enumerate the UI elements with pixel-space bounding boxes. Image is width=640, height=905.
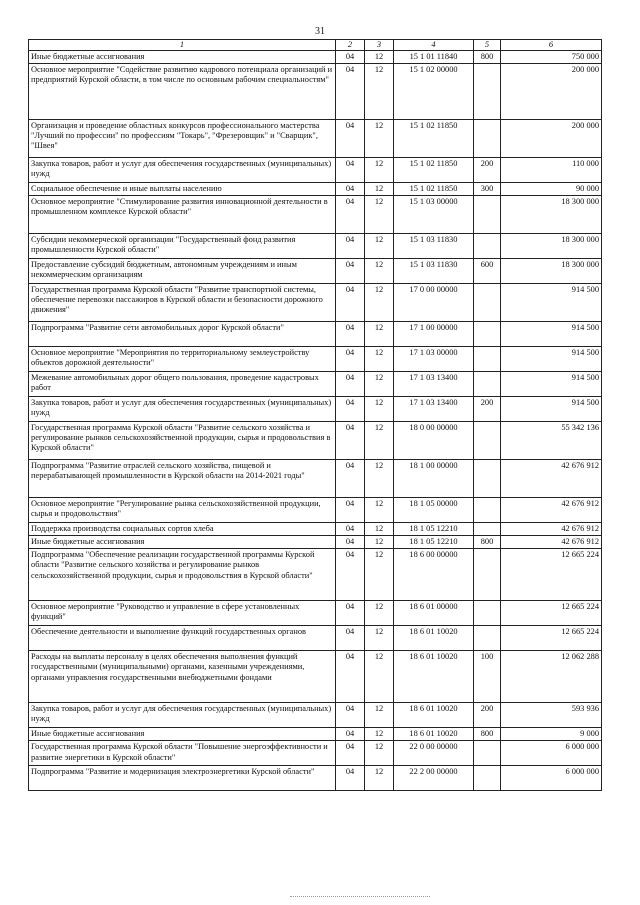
row-target-article-cell: 18 1 05 12210 [394,536,474,549]
row-name-cell: Предоставление субсидий бюджетным, автономным учреждениям и иным некоммерческим организациям [29,259,336,284]
row-expense-type-cell [474,741,501,766]
row-amount-cell: 90 000 [501,183,602,196]
table-row [29,741,602,766]
row-subsection-cell: 12 [365,422,394,460]
row-name-cell: Основное мероприятие "Мероприятия по территориальному землеустройству объектов дорожной деятельности" [29,347,336,372]
row-section-cell: 04 [336,741,365,766]
row-section-cell: 04 [336,422,365,460]
row-target-article-cell: 15 1 03 11830 [394,234,474,259]
row-subsection-cell: 12 [365,651,394,703]
row-subsection-cell: 12 [365,549,394,601]
row-target-article-cell: 18 1 05 12210 [394,523,474,536]
row-subsection-cell: 12 [365,347,394,372]
row-expense-type-cell [474,120,501,158]
row-subsection-cell: 12 [365,601,394,626]
header-col-target-article: 4 [394,40,474,51]
row-expense-type-cell [474,601,501,626]
row-target-article-cell: 18 6 01 10020 [394,626,474,651]
row-section-cell: 04 [336,766,365,791]
row-name-cell: Основное мероприятие "Регулирование рынка сельскохозяйственной продукции, сырья и продовольствия" [29,498,336,523]
row-amount-cell: 593 936 [501,703,602,728]
row-target-article-cell: 15 1 03 11830 [394,259,474,284]
row-expense-type-cell [474,347,501,372]
row-name-cell: Расходы на выплаты персоналу в целях обеспечения выполнения функций государственными (муниципальными) органами, казенными учреждениями, органами управления государственными внебюджетными фондами [29,651,336,703]
row-target-article-cell: 15 1 01 11840 [394,51,474,64]
row-section-cell: 04 [336,728,365,741]
table-row [29,51,602,64]
row-name-cell: Подпрограмма "Развитие сети автомобильных дорог Курской области" [29,322,336,347]
row-expense-type-cell [474,498,501,523]
row-section-cell: 04 [336,259,365,284]
table-row [29,397,602,422]
row-subsection-cell: 12 [365,728,394,741]
row-amount-cell: 42 676 912 [501,536,602,549]
row-target-article-cell: 15 1 03 00000 [394,196,474,234]
row-subsection-cell: 12 [365,120,394,158]
row-section-cell: 04 [336,234,365,259]
row-target-article-cell: 18 0 00 00000 [394,422,474,460]
row-target-article-cell: 15 1 02 00000 [394,64,474,120]
row-name-cell: Государственная программа Курской области "Развитие сельского хозяйства и регулирование рынков сельскохозяйственной продукции, сырья и продовольствия в Курской области" [29,422,336,460]
row-subsection-cell: 12 [365,196,394,234]
row-section-cell: 04 [336,183,365,196]
table-row [29,183,602,196]
row-section-cell: 04 [336,460,365,498]
row-target-article-cell: 17 0 00 00000 [394,284,474,322]
row-expense-type-cell [474,234,501,259]
row-section-cell: 04 [336,703,365,728]
row-name-cell: Социальное обеспечение и иные выплаты населению [29,183,336,196]
table-row [29,523,602,536]
row-section-cell: 04 [336,51,365,64]
row-amount-cell: 12 665 224 [501,549,602,601]
header-col-subsection: 3 [365,40,394,51]
row-amount-cell: 42 676 912 [501,498,602,523]
row-amount-cell: 12 665 224 [501,601,602,626]
row-expense-type-cell [474,64,501,120]
row-name-cell: Основное мероприятие "Стимулирование развития инновационной деятельности в промышленном комплексе Курской области" [29,196,336,234]
page-number: 31 [315,26,325,37]
row-target-article-cell: 17 1 00 00000 [394,322,474,347]
row-expense-type-cell [474,196,501,234]
table-row [29,234,602,259]
row-section-cell: 04 [336,397,365,422]
row-target-article-cell: 18 6 00 00000 [394,549,474,601]
row-target-article-cell: 18 1 00 00000 [394,460,474,498]
row-subsection-cell: 12 [365,259,394,284]
row-amount-cell: 18 300 000 [501,196,602,234]
row-expense-type-cell [474,460,501,498]
row-name-cell: Иные бюджетные ассигнования [29,51,336,64]
row-subsection-cell: 12 [365,536,394,549]
row-section-cell: 04 [336,626,365,651]
row-expense-type-cell [474,626,501,651]
row-name-cell: Субсидии некоммерческой организации "Государственный фонд развития промышленности Курской области" [29,234,336,259]
row-section-cell: 04 [336,549,365,601]
row-amount-cell: 12 062 288 [501,651,602,703]
row-name-cell: Организация и проведение областных конкурсов профессионального мастерства "Лучший по профессии" по профессиям "Токарь", "Фрезеровщик" и "Сварщик", "Швея" [29,120,336,158]
row-section-cell: 04 [336,196,365,234]
row-section-cell: 04 [336,536,365,549]
row-subsection-cell: 12 [365,397,394,422]
row-section-cell: 04 [336,158,365,183]
table-row [29,64,602,120]
row-name-cell: Подпрограмма "Развитие и модернизация электроэнергетики Курской области" [29,766,336,791]
row-name-cell: Государственная программа Курской области "Повышение энергоэффективности и развитие энергетики в Курской области" [29,741,336,766]
table-row [29,284,602,322]
row-target-article-cell: 17 1 03 00000 [394,347,474,372]
row-amount-cell: 55 342 136 [501,422,602,460]
row-amount-cell: 42 676 912 [501,523,602,536]
table-header-row [29,40,602,51]
row-expense-type-cell: 800 [474,728,501,741]
header-col-name: 1 [29,40,336,51]
row-section-cell: 04 [336,120,365,158]
row-amount-cell: 914 500 [501,322,602,347]
table-body [29,51,602,791]
table-row [29,766,602,791]
row-subsection-cell: 12 [365,460,394,498]
table-row [29,498,602,523]
table-row [29,259,602,284]
row-name-cell: Закупка товаров, работ и услуг для обеспечения государственных (муниципальных) нужд [29,703,336,728]
row-target-article-cell: 15 1 02 11850 [394,183,474,196]
row-subsection-cell: 12 [365,322,394,347]
row-expense-type-cell [474,549,501,601]
row-subsection-cell: 12 [365,626,394,651]
row-name-cell: Закупка товаров, работ и услуг для обеспечения государственных (муниципальных) нужд [29,158,336,183]
row-section-cell: 04 [336,64,365,120]
row-amount-cell: 12 665 224 [501,626,602,651]
row-amount-cell: 914 500 [501,397,602,422]
row-target-article-cell: 18 6 01 10020 [394,728,474,741]
row-name-cell: Основное мероприятие "Руководство и управление в сфере установленных функций" [29,601,336,626]
row-target-article-cell: 18 6 01 10020 [394,651,474,703]
row-subsection-cell: 12 [365,234,394,259]
row-amount-cell: 6 000 000 [501,766,602,791]
row-expense-type-cell: 800 [474,51,501,64]
table-row [29,549,602,601]
row-section-cell: 04 [336,322,365,347]
table-row [29,728,602,741]
row-name-cell: Подпрограмма "Развитие отраслей сельского хозяйства, пищевой и перерабатывающей промышленности в Курской области на 2014-2021 годы" [29,460,336,498]
row-amount-cell: 6 000 000 [501,741,602,766]
row-amount-cell: 42 676 912 [501,460,602,498]
table-row [29,322,602,347]
table-row [29,536,602,549]
row-subsection-cell: 12 [365,51,394,64]
row-name-cell: Основное мероприятие "Содействие развитию кадрового потенциала организаций и предприятий Курской области, в том числе по основным рабочим специальностям" [29,64,336,120]
row-target-article-cell: 22 0 00 00000 [394,741,474,766]
row-target-article-cell: 22 2 00 00000 [394,766,474,791]
row-amount-cell: 200 000 [501,64,602,120]
row-subsection-cell: 12 [365,64,394,120]
row-amount-cell: 750 000 [501,51,602,64]
row-target-article-cell: 15 1 02 11850 [394,120,474,158]
table-row [29,196,602,234]
row-subsection-cell: 12 [365,766,394,791]
row-expense-type-cell: 100 [474,651,501,703]
row-name-cell: Межевание автомобильных дорог общего пользования, проведение кадастровых работ [29,372,336,397]
row-section-cell: 04 [336,347,365,372]
row-section-cell: 04 [336,523,365,536]
table-row [29,120,602,158]
table-row [29,601,602,626]
row-target-article-cell: 18 1 05 00000 [394,498,474,523]
table-row [29,372,602,397]
table-row [29,460,602,498]
table-row [29,158,602,183]
header-col-amount: 6 [501,40,602,51]
header-col-expense-type: 5 [474,40,501,51]
row-amount-cell: 18 300 000 [501,234,602,259]
row-amount-cell: 914 500 [501,284,602,322]
row-section-cell: 04 [336,651,365,703]
table-row [29,626,602,651]
row-expense-type-cell [474,372,501,397]
row-amount-cell: 914 500 [501,372,602,397]
row-subsection-cell: 12 [365,703,394,728]
row-expense-type-cell: 200 [474,158,501,183]
row-expense-type-cell: 300 [474,183,501,196]
row-amount-cell: 200 000 [501,120,602,158]
row-section-cell: 04 [336,498,365,523]
row-name-cell: Закупка товаров, работ и услуг для обеспечения государственных (муниципальных) нужд [29,397,336,422]
row-name-cell: Иные бюджетные ассигнования [29,536,336,549]
row-expense-type-cell: 800 [474,536,501,549]
row-name-cell: Поддержка производства социальных сортов хлеба [29,523,336,536]
row-section-cell: 04 [336,372,365,397]
row-amount-cell: 9 000 [501,728,602,741]
row-name-cell: Иные бюджетные ассигнования [29,728,336,741]
row-name-cell: Государственная программа Курской области "Развитие транспортной системы, обеспечение перевозки пассажиров в Курской области и безопасности дорожного движения" [29,284,336,322]
row-target-article-cell: 17 1 03 13400 [394,397,474,422]
row-subsection-cell: 12 [365,372,394,397]
header-col-section: 2 [336,40,365,51]
table-row [29,347,602,372]
row-target-article-cell: 18 6 01 10020 [394,703,474,728]
row-amount-cell: 18 300 000 [501,259,602,284]
row-target-article-cell: 18 6 01 00000 [394,601,474,626]
table-row [29,651,602,703]
row-amount-cell: 110 000 [501,158,602,183]
row-subsection-cell: 12 [365,741,394,766]
row-subsection-cell: 12 [365,158,394,183]
row-expense-type-cell [474,766,501,791]
row-section-cell: 04 [336,284,365,322]
table-row [29,703,602,728]
scan-artifact-line [290,896,430,898]
row-target-article-cell: 15 1 02 11850 [394,158,474,183]
row-subsection-cell: 12 [365,284,394,322]
row-expense-type-cell [474,523,501,536]
row-target-article-cell: 17 1 03 13400 [394,372,474,397]
row-subsection-cell: 12 [365,523,394,536]
row-amount-cell: 914 500 [501,347,602,372]
table-row [29,422,602,460]
budget-table [28,39,602,791]
row-expense-type-cell [474,284,501,322]
row-expense-type-cell [474,422,501,460]
row-expense-type-cell: 600 [474,259,501,284]
row-subsection-cell: 12 [365,183,394,196]
row-expense-type-cell [474,322,501,347]
row-name-cell: Подпрограмма "Обеспечение реализации государственной программы Курской области "Развитие сельского хозяйства и регулирование рынков сельскохозяйственной продукции, сырья и продовольствия в Курской области" [29,549,336,601]
row-section-cell: 04 [336,601,365,626]
row-expense-type-cell: 200 [474,703,501,728]
row-subsection-cell: 12 [365,498,394,523]
row-name-cell: Обеспечение деятельности и выполнение функций государственных органов [29,626,336,651]
row-expense-type-cell: 200 [474,397,501,422]
